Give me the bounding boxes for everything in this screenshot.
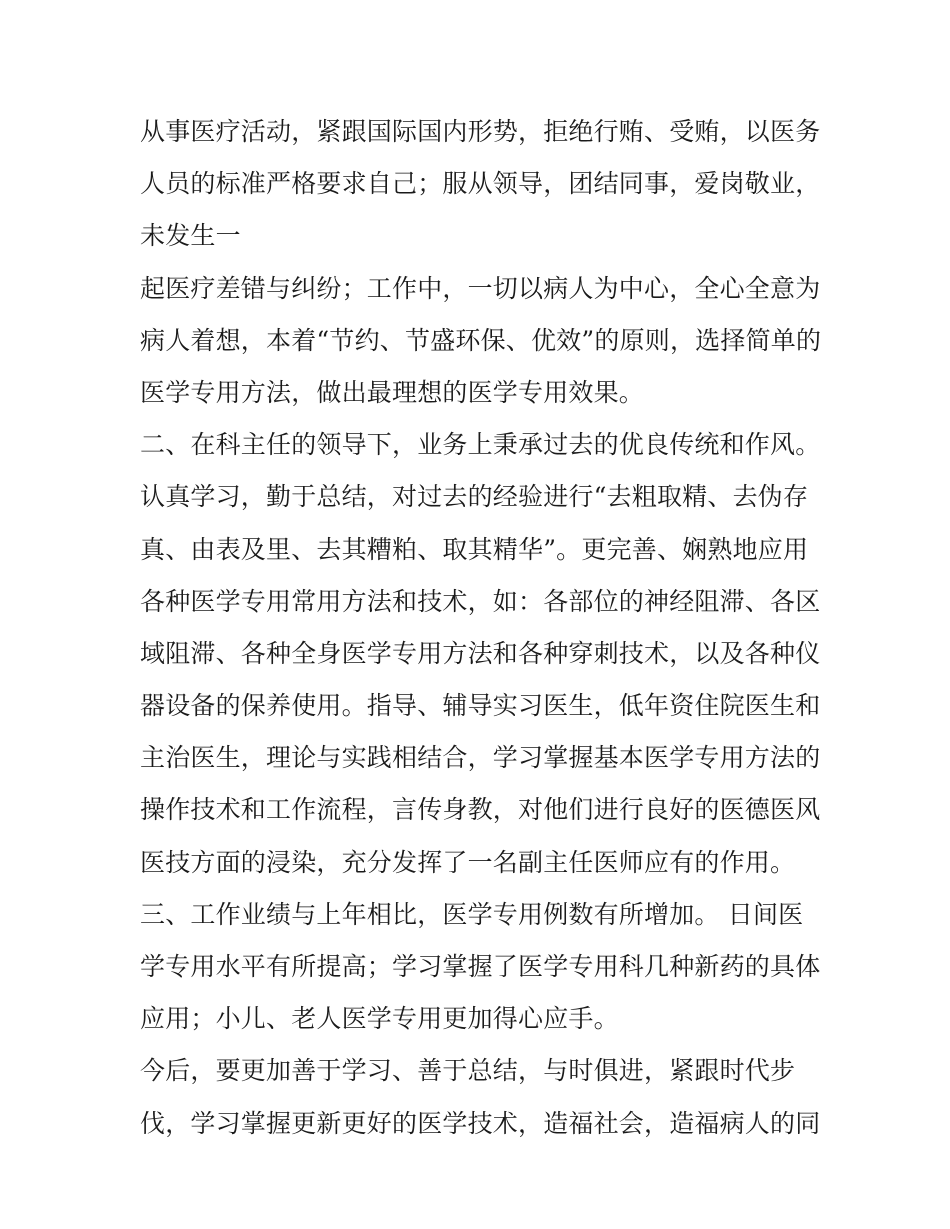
text-line: 医学专用方法，做出最理想的医学专用效果。 — [140, 377, 645, 407]
text-line: 器设备的保养使用。指导、辅导实习医生，低年资住院医生和 — [140, 691, 821, 721]
text-line: 人员的标准严格要求自己；服从领导，团结同事，爱岗敬业， — [140, 169, 821, 199]
text-line: 从事医疗活动，紧跟国际国内形势，拒绝行贿、受贿，以医务 — [140, 117, 821, 146]
text-line: 二、在科主任的领导下，业务上秉承过去的优良传统和作风。 — [140, 430, 821, 460]
text-line: 今后，要更加善于学习、善于总结，与时俱进，紧跟时代步 — [140, 1056, 796, 1086]
text-line: 主治医生，理论与实践相结合，学习掌握基本医学专用方法的 — [140, 743, 821, 773]
text-line: 三、工作业绩与上年相比，医学专用例数有所增加。 日间医 — [140, 899, 804, 929]
body-text — [140, 106, 830, 1150]
text-line: 各种医学专用常用方法和技术，如：各部位的神经阻滞、各区 — [140, 586, 821, 616]
text-line: 病人着想，本着“节约、节盛环保、优效”的原则，选择简单的 — [140, 325, 822, 355]
text-line: 操作技术和工作流程，言传身教，对他们进行良好的医德医风 — [140, 795, 821, 825]
text-line: 真、由表及里、去其糟粕、取其精华”。更完善、娴熟地应用 — [140, 534, 809, 564]
text-line: 应用；小儿、老人医学专用更加得心应手。 — [140, 1004, 619, 1034]
text-line: 学专用水平有所提高；学习掌握了医学专用科几种新药的具体 — [140, 952, 821, 981]
text-line: 医技方面的浸染，充分发挥了一名副主任医师应有的作用。 — [140, 847, 796, 877]
text-line: 域阻滞、各种全身医学专用方法和各种穿刺技术，以及各种仪 — [140, 638, 821, 668]
text-line: 伐，学习掌握更新更好的医学技术，造福社会，造福病人的同 — [140, 1108, 821, 1138]
text-line: 未发生一 — [140, 221, 241, 251]
text-line: 起医疗差错与纠纷；工作中，一切以病人为中心，全心全意为 — [140, 273, 821, 303]
text-line: 认真学习，勤于总结，对过去的经验进行“去粗取精、去伪存 — [140, 482, 809, 512]
